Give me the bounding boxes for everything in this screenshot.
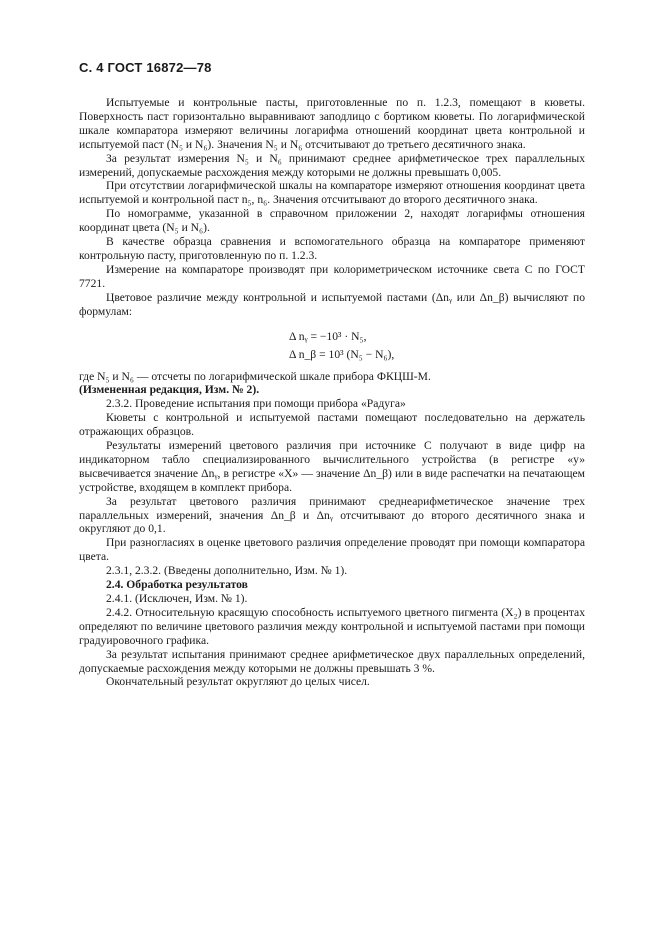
amendment-note-2: (Измененная редакция, Изм. № 2). bbox=[79, 383, 260, 397]
paragraph-measurement-result: За результат измерения N₅ и N₆ принимают среднее арифметическое трех параллельных измерений, допускаемые расхождения между которыми не должны превышать 0,005. bbox=[79, 151, 585, 179]
paragraph-paste-measurement: Испытуемые и контрольные пасты, приготовленные по п. 1.2.3, помещают в кюветы. Поверхность паст горизонтально выравнивают заподлицо с бортиком кюветы. По логарифмической шкале компаратора измеряют величины логарифма отношений координат цвета контрольной и испытуемой паст (N₅ и N₆). Значения N₅ и N₆ отсчитывают до третьего десятичного знака. bbox=[79, 96, 585, 151]
paragraph-light-source: Измерение на компараторе производят при колориметрическом источнике света С по ГОСТ 7721. bbox=[79, 262, 585, 290]
section-2-4-1: 2.4.1. (Исключен, Изм. № 1). bbox=[106, 592, 248, 605]
section-2-3-2-heading: 2.3.2. Проведение испытания при помощи прибора «Радуга» bbox=[106, 397, 406, 411]
formula-block bbox=[79, 328, 585, 364]
paragraph-final-rounding: Окончательный результат округляют до целых чисел. bbox=[106, 675, 370, 689]
formula-delta-ny: Δ nᵧ = −10³ · N₅, bbox=[289, 329, 367, 343]
section-2-4-heading: 2.4. Обработка результатов bbox=[106, 578, 248, 592]
paragraph-nomogram: По номограмме, указанной в справочном приложении 2, находят логарифмы отношения координат цвета (N₅ и N₆). bbox=[79, 207, 585, 235]
paragraph-reference-sample: В качестве образца сравнения и вспомогательного образца на компараторе применяют контрольную пасту, приготовленную по п. 1.2.3. bbox=[79, 235, 585, 262]
formula-delta-nb: Δ n_β = 10³ (N₅ − N₆), bbox=[289, 347, 395, 361]
paragraph-disagreements: При разногласиях в оценке цветового различия определение проводят при помощи компаратора цвета. bbox=[79, 536, 585, 564]
section-2-4-2: 2.4.2. Относительную красящую способность испытуемого цветного пигмента (X₂) в процентах определяют по величине цветового различия между контрольной и испытуемой пастами при помощи градуировочного графика. bbox=[79, 605, 585, 647]
paragraph-test-result: За результат испытания принимают среднее арифметическое двух параллельных определений, допускаемые расхождения между которыми не должны превышать 3 %. bbox=[79, 647, 585, 675]
paragraph-color-difference-intro: Цветовое различие между контрольной и испытуемой пастами (Δnᵧ или Δn_β) вычисляют по формулам: bbox=[79, 290, 585, 318]
paragraph-no-log-scale: При отсутствии логарифмической шкалы на компараторе измеряют отношения координат цвета испытуемой и контрольной паст n₅, n₆. Значения отсчитывают до второго десятичного знака. bbox=[79, 179, 585, 207]
amendment-note-1: 2.3.1, 2.3.2. (Введены дополнительно, Изм. № 1). bbox=[106, 564, 348, 578]
paragraph-where: где N₅ и N₆ — отсчеты по логарифмической шкале прибора ФКЦШ-М. bbox=[79, 369, 431, 383]
document-body bbox=[79, 96, 585, 689]
paragraph-raduga-results: Результаты измерений цветового различия при источнике С получают в виде цифр на индикаторном табло специализированного вычислительного устройства (в регистре «у» высвечивается значение Δnᵧ, в регистре «X» — значение Δn_β) или в виде распечатки на печатающем устройстве, входящем в комплект прибора. bbox=[79, 439, 585, 494]
paragraph-color-difference-result: За результат цветового различия принимают среднеарифметическое значение трех параллельных измерений, значения Δn_β и Δnᵧ отсчитывают до второго десятичного знака и округляют до 0,1. bbox=[79, 494, 585, 536]
page-header: С. 4 ГОСТ 16872—78 bbox=[79, 60, 212, 75]
paragraph-cuvettes: Кюветы с контрольной и испытуемой пастами помещают последовательно на держатель отражающих образцов. bbox=[79, 411, 585, 439]
